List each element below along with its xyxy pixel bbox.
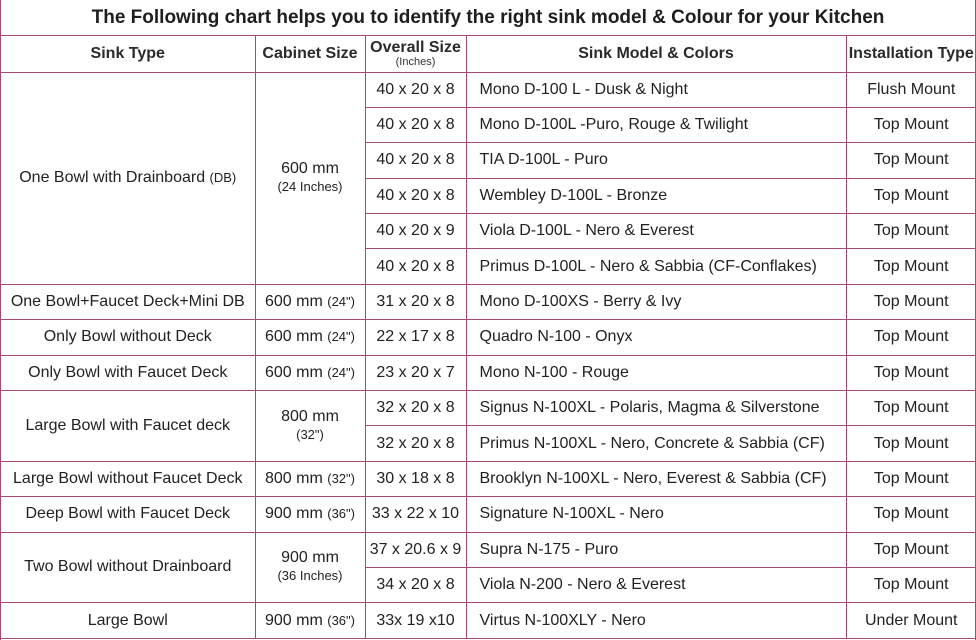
sink-model-cell: Supra N-175 - Puro	[466, 532, 846, 567]
installation-type-cell: Top Mount	[846, 355, 976, 390]
overall-size-cell: 23 x 20 x 7	[365, 355, 466, 390]
cabinet-size-note: (36")	[327, 506, 355, 522]
overall-size-cell: 31 x 20 x 8	[365, 284, 466, 319]
cabinet-size-cell	[255, 497, 365, 532]
table-row	[1, 497, 976, 532]
table-row	[1, 461, 976, 496]
sink-model-cell: Signus N-100XL - Polaris, Magma & Silverstone	[466, 391, 846, 426]
header-overall-size	[365, 36, 466, 72]
cabinet-size-note: (36")	[327, 612, 355, 628]
sink-model-cell: Viola N-200 - Nero & Everest	[466, 567, 846, 602]
overall-size-cell: 40 x 20 x 8	[365, 72, 466, 107]
sink-type-cell	[1, 284, 255, 319]
overall-size-cell: 30 x 18 x 8	[365, 461, 466, 496]
header-row	[1, 36, 976, 72]
table-row	[1, 603, 976, 638]
installation-type-cell: Top Mount	[846, 497, 976, 532]
overall-size-cell: 40 x 20 x 8	[365, 143, 466, 178]
sink-type-cell	[1, 320, 255, 355]
table-row	[1, 284, 976, 319]
sink-model-cell: Primus N-100XL - Nero, Concrete & Sabbia (CF)	[466, 426, 846, 461]
cabinet-size-value: 900 mm	[281, 549, 339, 567]
cabinet-size-note: (32")	[327, 470, 355, 486]
chart-title: The Following chart helps you to identify the right sink model & Colour for your Kitchen	[1, 0, 975, 36]
installation-type-cell: Top Mount	[846, 426, 976, 461]
cabinet-size-note: (24")	[327, 294, 355, 310]
table-body	[1, 72, 976, 638]
sink-model-cell: Brooklyn N-100XL - Nero, Everest & Sabbia (CF)	[466, 461, 846, 496]
sink-model-cell: Mono D-100 L - Dusk & Night	[466, 72, 846, 107]
sink-type-cell	[1, 461, 255, 496]
table-row	[1, 72, 976, 107]
cabinet-size-value: 600 mm	[265, 363, 323, 381]
installation-type-cell: Top Mount	[846, 107, 976, 142]
cabinet-size-cell	[255, 72, 365, 284]
cabinet-size-value: 900 mm	[265, 505, 323, 523]
overall-size-cell: 40 x 20 x 8	[365, 107, 466, 142]
sink-type-label: Deep Bowl with Faucet Deck	[25, 505, 231, 523]
cabinet-size-cell	[255, 461, 365, 496]
sink-type-label: One Bowl+Faucet Deck+Mini DB	[10, 293, 245, 311]
cabinet-size-value: 800 mm	[265, 469, 323, 487]
sink-model-cell: Mono N-100 - Rouge	[466, 355, 846, 390]
sink-model-cell: Wembley D-100L - Bronze	[466, 178, 846, 213]
cabinet-size-value: 600 mm	[281, 160, 339, 178]
cabinet-size-cell	[255, 320, 365, 355]
sink-type-cell	[1, 391, 255, 462]
installation-type-cell: Under Mount	[846, 603, 976, 638]
sink-type-cell	[1, 497, 255, 532]
sink-type-cell	[1, 72, 255, 284]
cabinet-size-cell	[255, 532, 365, 603]
header-overall-size-unit: (Inches)	[395, 56, 436, 69]
header-cabinet-size: Cabinet Size	[255, 36, 365, 72]
overall-size-cell: 40 x 20 x 8	[365, 249, 466, 284]
installation-type-cell: Top Mount	[846, 461, 976, 496]
overall-size-cell: 40 x 20 x 8	[365, 178, 466, 213]
header-sink-type: Sink Type	[1, 36, 255, 72]
sink-type-label: Only Bowl with Faucet Deck	[28, 363, 228, 381]
installation-type-cell: Top Mount	[846, 249, 976, 284]
sink-model-cell: TIA D-100L - Puro	[466, 143, 846, 178]
sink-type-cell	[1, 355, 255, 390]
header-overall-size-label: Overall Size	[370, 39, 461, 57]
cabinet-size-cell	[255, 355, 365, 390]
sink-model-cell: Primus D-100L - Nero & Sabbia (CF-Conflakes)	[466, 249, 846, 284]
sink-type-label: Two Bowl without Drainboard	[24, 558, 232, 576]
sink-type-label: Large Bowl without Faucet Deck	[13, 469, 243, 487]
sink-type-suffix: (DB)	[209, 170, 237, 186]
sink-type-label: One Bowl with Drainboard	[19, 169, 206, 187]
header-model-colors: Sink Model & Colors	[466, 36, 846, 72]
overall-size-cell: 32 x 20 x 8	[365, 426, 466, 461]
cabinet-size-note: (32")	[296, 426, 324, 442]
sink-type-cell	[1, 603, 255, 638]
installation-type-cell: Top Mount	[846, 143, 976, 178]
cabinet-size-cell	[255, 603, 365, 638]
sink-model-cell: Viola D-100L - Nero & Everest	[466, 214, 846, 249]
cabinet-size-value: 600 mm	[265, 328, 323, 346]
cabinet-size-note: (24")	[327, 364, 355, 380]
table-row	[1, 532, 976, 567]
table-row	[1, 320, 976, 355]
cabinet-size-cell	[255, 284, 365, 319]
overall-size-cell: 34 x 20 x 8	[365, 567, 466, 602]
sink-type-cell	[1, 532, 255, 603]
sink-type-label: Large Bowl	[87, 611, 168, 629]
cabinet-size-note: (24 Inches)	[277, 179, 343, 195]
overall-size-cell: 32 x 20 x 8	[365, 391, 466, 426]
installation-type-cell: Flush Mount	[846, 72, 976, 107]
cabinet-size-note: (36 Inches)	[277, 568, 343, 584]
overall-size-cell: 33 x 22 x 10	[365, 497, 466, 532]
installation-type-cell: Top Mount	[846, 532, 976, 567]
sink-table	[1, 36, 976, 639]
installation-type-cell: Top Mount	[846, 178, 976, 213]
installation-type-cell: Top Mount	[846, 320, 976, 355]
overall-size-cell: 22 x 17 x 8	[365, 320, 466, 355]
sink-model-cell: Signature N-100XL - Nero	[466, 497, 846, 532]
sink-model-cell: Mono D-100L -Puro, Rouge & Twilight	[466, 107, 846, 142]
cabinet-size-value: 800 mm	[281, 407, 339, 425]
sink-model-cell: Virtus N-100XLY - Nero	[466, 603, 846, 638]
installation-type-cell: Top Mount	[846, 391, 976, 426]
cabinet-size-cell	[255, 391, 365, 462]
installation-type-cell: Top Mount	[846, 567, 976, 602]
sink-type-label: Large Bowl with Faucet deck	[25, 416, 231, 434]
header-installation: Installation Type	[846, 36, 976, 72]
sink-type-label: Only Bowl without Deck	[43, 328, 212, 346]
cabinet-size-value: 900 mm	[265, 611, 323, 629]
installation-type-cell: Top Mount	[846, 214, 976, 249]
sink-model-cell: Mono D-100XS - Berry & Ivy	[466, 284, 846, 319]
table-row	[1, 391, 976, 426]
installation-type-cell: Top Mount	[846, 284, 976, 319]
overall-size-cell: 37 x 20.6 x 9	[365, 532, 466, 567]
cabinet-size-value: 600 mm	[265, 293, 323, 311]
sink-model-cell: Quadro N-100 - Onyx	[466, 320, 846, 355]
overall-size-cell: 40 x 20 x 9	[365, 214, 466, 249]
cabinet-size-note: (24")	[327, 329, 355, 345]
overall-size-cell: 33x 19 x10	[365, 603, 466, 638]
table-row	[1, 355, 976, 390]
